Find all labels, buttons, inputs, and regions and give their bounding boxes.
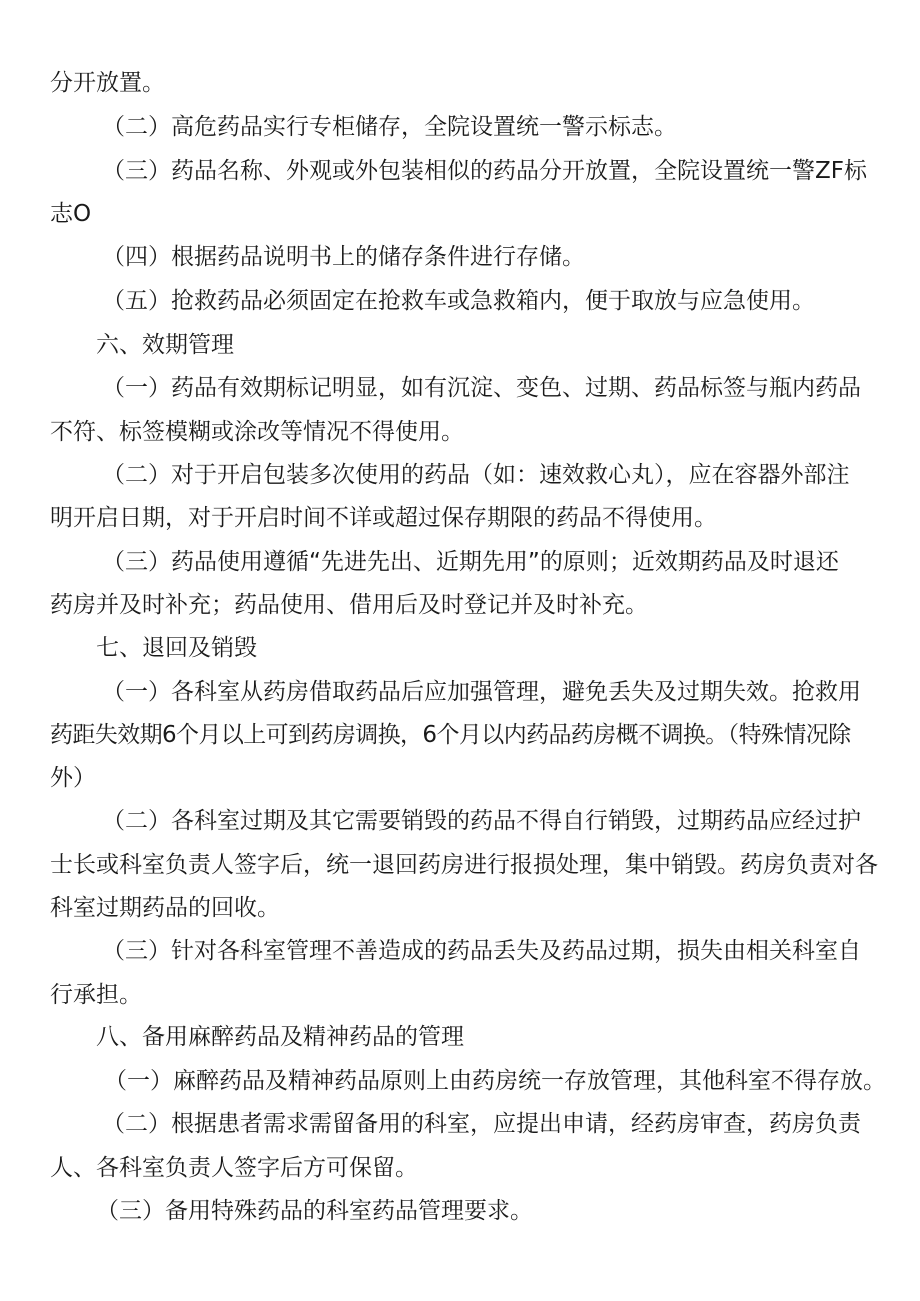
text-line-27: （三）备用特殊药品的科室药品管理要求。 xyxy=(96,1198,533,1224)
text-line-4: 志O xyxy=(50,201,92,227)
text-line-5: （四）根据药品说明书上的储存条件进行存储。 xyxy=(102,244,585,270)
text-line-11: 明开启日期，对于开启时间不详或超过保存期限的药品不得使用。 xyxy=(50,505,717,531)
text-line-26: 人、各科室负责人签字后方可保留。 xyxy=(50,1155,418,1181)
text-line-25: （二）根据患者需求需留备用的科室，应提出申请，经药房审查，药房负责 xyxy=(102,1111,861,1137)
text-line-13: 药房并及时补充；药品使用、借用后及时登记并及时补充。 xyxy=(50,592,648,618)
text-line-12: （三）药品使用遵循“先进先出、近期先用”的原则；近效期药品及时退还 xyxy=(102,549,839,575)
text-line-2: （二）高危药品实行专柜储存，全院设置统一警示标志。 xyxy=(102,114,677,140)
text-line-15: （一）各科室从药房借取药品后应加强管理，避免丢失及过期失效。抢救用 xyxy=(102,679,861,705)
text-line-22: 行承担。 xyxy=(50,982,142,1008)
text-line-18: （二）各科室过期及其它需要销毁的药品不得自行销毁，过期药品应经过护 xyxy=(102,808,861,834)
text-line-24: （一）麻醉药品及精神药品原则上由药房统一存放管理，其他科室不得存放。 xyxy=(104,1068,886,1094)
section-heading-8: 八、备用麻醉药品及精神药品的管理 xyxy=(96,1024,464,1050)
text-line-8: （一）药品有效期标记明显，如有沉淀、变色、过期、药品标签与瓶内药品 xyxy=(102,375,861,401)
text-line-3: （三）药品名称、外观或外包装相似的药品分开放置，全院设置统一警ZF标 xyxy=(102,158,867,184)
text-line-20: 科室过期药品的回收。 xyxy=(50,895,280,921)
text-line-1: 分开放置。 xyxy=(50,70,165,96)
text-line-16: 药距失效期6个月以上可到药房调换，6个月以内药品药房概不调换。（特殊情况除 xyxy=(50,722,851,748)
text-line-10: （二）对于开启包装多次使用的药品（如：速效救心丸），应在容器外部注 xyxy=(102,462,850,488)
text-line-21: （三）针对各科室管理不善造成的药品丢失及药品过期，损失由相关科室自 xyxy=(102,938,861,964)
text-line-9: 不符、标签模糊或涂改等情况不得使用。 xyxy=(50,419,464,445)
text-line-17: 外） xyxy=(50,765,96,791)
text-line-6: （五）抢救药品必须固定在抢救车或急救箱内，便于取放与应急使用。 xyxy=(102,288,815,314)
text-line-19: 士长或科室负责人签字后，统一退回药房进行报损处理，集中销毁。药房负责对各 xyxy=(50,852,878,878)
section-heading-7: 七、退回及销毁 xyxy=(96,635,257,661)
section-heading-6: 六、效期管理 xyxy=(96,332,234,358)
